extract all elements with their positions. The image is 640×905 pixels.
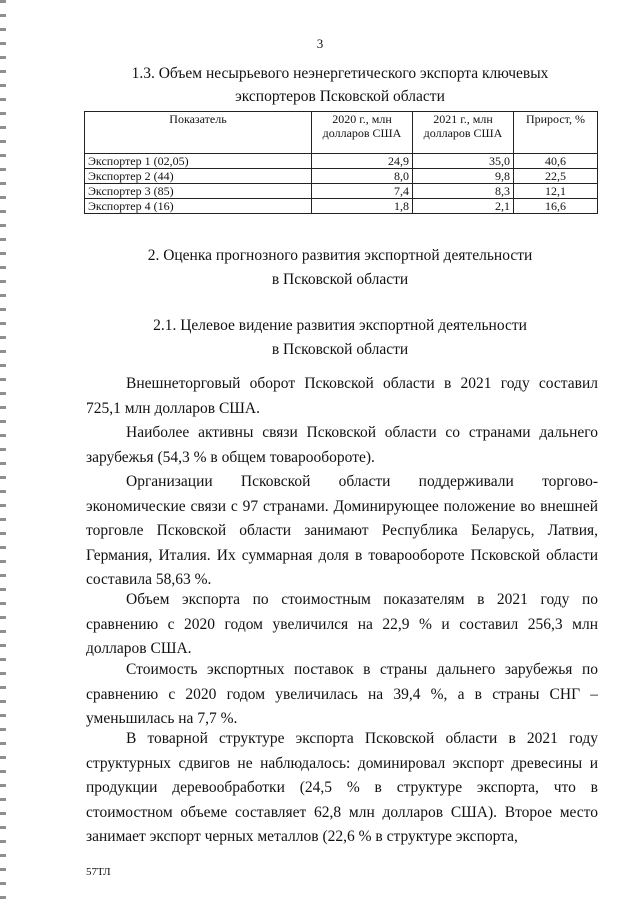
value-growth: 22,5: [514, 169, 598, 184]
value-2020: 7,4: [312, 184, 413, 199]
header-growth: Прирост, %: [514, 112, 598, 154]
section-1-3-title-line-2: экспортеров Псковской области: [235, 88, 445, 105]
footer-code: 57ТЛ: [86, 866, 111, 878]
value-growth: 40,6: [514, 154, 598, 169]
value-2020: 24,9: [312, 154, 413, 169]
table-row: [85, 199, 598, 214]
table-row: [85, 184, 598, 199]
row-label: Экспортер 3 (85): [85, 184, 312, 199]
table-row: [85, 169, 598, 184]
paragraph-export-volume: Объем экспорта по стоимостным показателям в 2021 году по сравнению с 2020 годом увеличился на 22,9 % и составил 256,3 млн долларов США.: [86, 591, 598, 657]
row-label: Экспортер 4 (16): [85, 199, 312, 214]
exporters-table: [84, 111, 598, 214]
paragraph-export-cost: Стоимость экспортных поставок в страны дальнего зарубежья по сравнению с 2020 годом увеличилась на 39,4 %, а в страны СНГ – уменьшилась на 7,7 %.: [86, 661, 598, 727]
value-2020: 8,0: [312, 169, 413, 184]
section-2-1-title-line-1: 2.1. Целевое видение развития экспортной деятельности: [153, 317, 527, 334]
value-2021: 2,1: [413, 199, 514, 214]
row-label: Экспортер 2 (44): [85, 169, 312, 184]
header-indicator: Показатель: [85, 112, 312, 154]
section-2-1-title-line-2: в Псковской области: [271, 341, 409, 358]
binding-edge: [0, 0, 6, 905]
value-2021: 9,8: [413, 169, 514, 184]
section-1-3-title-line-1: 1.3. Объем несырьевого неэнергетического экспорта ключевых: [131, 65, 549, 82]
paragraph-turnover: Внешнеторговый оборот Псковской области в 2021 году составил 725,1 млн долларов США.: [86, 375, 598, 417]
section-2-title-line-1: 2. Оценка прогнозного развития экспортной деятельности: [147, 247, 533, 264]
value-2021: 35,0: [413, 154, 514, 169]
header-2021: 2021 г., млн долларов США: [413, 112, 514, 154]
paragraph-far-abroad: Наиболее активны связи Псковской области со странами дальнего зарубежья (54,3 % в общем товарообороте).: [86, 424, 598, 466]
row-label: Экспортер 1 (02,05): [85, 154, 312, 169]
table-header-row: [85, 112, 598, 154]
value-growth: 12,1: [514, 184, 598, 199]
table-row: [85, 154, 598, 169]
page-number: 3: [316, 36, 324, 51]
paragraph-partners: Организации Псковской области поддерживали торгово-экономические связи с 97 странами. Доминирующее положение во внешней торговле Псковской области занимают Республика Беларусь, Латвия, Германия, Италия. Их суммарная доля в товарообороте Псковской области составила 58,63 %.: [86, 473, 598, 588]
value-growth: 16,6: [514, 199, 598, 214]
paragraph-structure: В товарной структуре экспорта Псковской области в 2021 году структурных сдвигов не наблюдалось: доминировал экспорт древесины и продукции деревообработки (24,5 % в структуре экспорта, что в стоимостном объеме составляет 62,8 млн долларов США). Второе место занимает экспорт черных металлов (22,6 % в структуре экспорта,: [86, 730, 598, 845]
section-2-title-line-2: в Псковской области: [271, 271, 409, 288]
header-2020: 2020 г., млн долларов США: [312, 112, 413, 154]
value-2020: 1,8: [312, 199, 413, 214]
value-2021: 8,3: [413, 184, 514, 199]
